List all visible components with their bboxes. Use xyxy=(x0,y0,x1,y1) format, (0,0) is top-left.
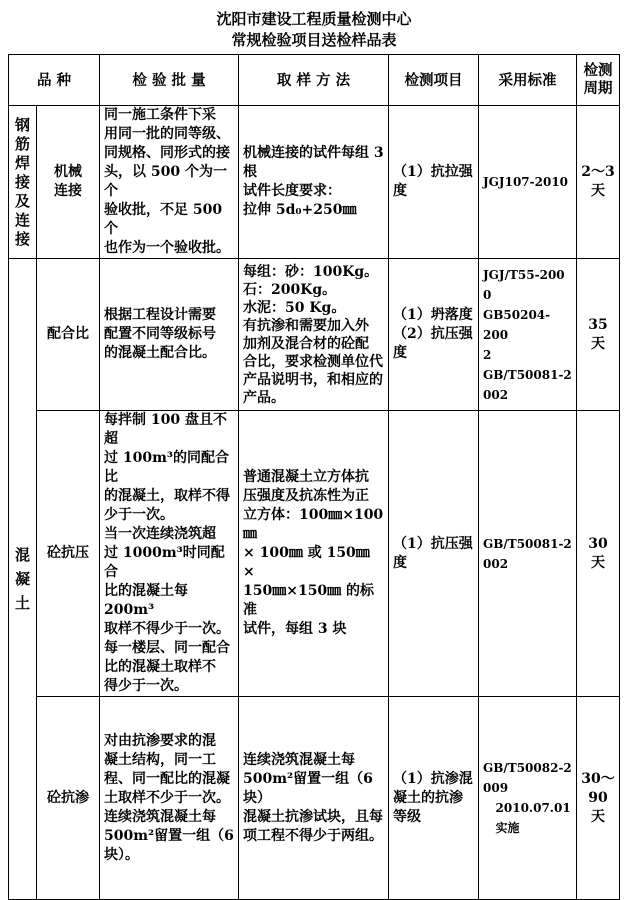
items-cell: （1）抗渗混 凝土的抗渗 等级 xyxy=(389,697,479,900)
batch-cell: 每拌制 100 盘且不超 过 100m³的同配合比 的混凝土，取样不得 少于一次。 当一次连续浇筑超 过 1000m³时同配合 比的混凝土每 200m³ 取样不得少于一次。 每一楼层、同一配合 比的混凝土取样不 得少于一次。 xyxy=(100,411,239,697)
category-cell: 混 凝 土 xyxy=(9,259,37,900)
period-cell: 2～3 天 xyxy=(577,106,620,259)
sampling-cell: 每组：砂：100Kg。 石：200Kg。 水泥：50 Kg。 有抗渗和需要加入外 加剂及混合材的砼配 合比，要求检测单位代 产品说明书，和相应的 产品。 xyxy=(239,259,389,411)
table-row xyxy=(9,697,620,900)
document-subtitle: 常规检验项目送检样品表 xyxy=(231,31,397,49)
table-row xyxy=(9,259,620,411)
period-cell: 35 天 xyxy=(577,259,620,411)
header-standard: 采用标准 xyxy=(479,55,577,106)
batch-cell: 同一施工条件下采 用同一批的同等级、 同规格、同形式的接 头，以 500 个为一个 验收批，不足 500 个 也作为一个验收批。 xyxy=(100,106,239,259)
header-period: 检测 周期 xyxy=(577,55,620,106)
period-cell: 30～ 90 天 xyxy=(577,697,620,900)
header-sampling: 取 样 方 法 xyxy=(239,55,389,106)
sampling-cell: 机械连接的试件每组 3 根 试件长度要求： 拉伸 5d₀+250㎜ xyxy=(239,106,389,259)
subcategory-cell: 砼抗渗 xyxy=(37,697,100,900)
standard-cell: GB/T50081-2 002 xyxy=(479,411,577,697)
header-items: 检测项目 xyxy=(389,55,479,106)
header-batch: 检 验 批 量 xyxy=(100,55,239,106)
standard-cell: JGJ/T55-200 0 GB50204-200 2 GB/T50081-2 002 xyxy=(479,259,577,411)
batch-cell: 对由抗渗要求的混 凝土结构，同一工 程、同一配比的混凝 土取样不少于一次。 连续浇筑混凝土每 500m²留置一组（6 块）。 xyxy=(100,697,239,900)
subcategory-cell: 配合比 xyxy=(37,259,100,411)
sample-table xyxy=(8,54,620,900)
header-variety: 品 种 xyxy=(9,55,100,106)
standard-cell: JGJ107-2010 xyxy=(479,106,577,259)
period-cell: 30 天 xyxy=(577,411,620,697)
standard-cell: GB/T50082-2 009 2010.07.01 实施 xyxy=(479,697,577,900)
subcategory-cell: 砼抗压 xyxy=(37,411,100,697)
sampling-cell: 普通混凝土立方体抗 压强度及抗冻性为正 立方体：100㎜×100㎜ × 100㎜ 或 150㎜ × 150㎜×150㎜ 的标准 试件，每组 3 块 xyxy=(239,411,389,697)
subcategory-cell: 机械 连接 xyxy=(37,106,100,259)
table-row xyxy=(9,106,620,259)
sampling-cell: 连续浇筑混凝土每 500m²留置一组（6 块） 混凝土抗渗试块，且每 项工程不得少于两组。 xyxy=(239,697,389,900)
items-cell: （1）抗压强 度 xyxy=(389,411,479,697)
items-cell: （1）抗拉强 度 xyxy=(389,106,479,259)
batch-cell: 根据工程设计需要 配置不同等级标号 的混凝土配合比。 xyxy=(100,259,239,411)
table-row xyxy=(9,411,620,697)
items-cell: （1）坍落度 （2）抗压强 度 xyxy=(389,259,479,411)
document-title: 沈阳市建设工程质量检测中心 xyxy=(216,10,412,28)
header-row xyxy=(9,55,620,106)
category-cell: 钢 筋 焊 接 及 连 接 xyxy=(9,106,37,259)
